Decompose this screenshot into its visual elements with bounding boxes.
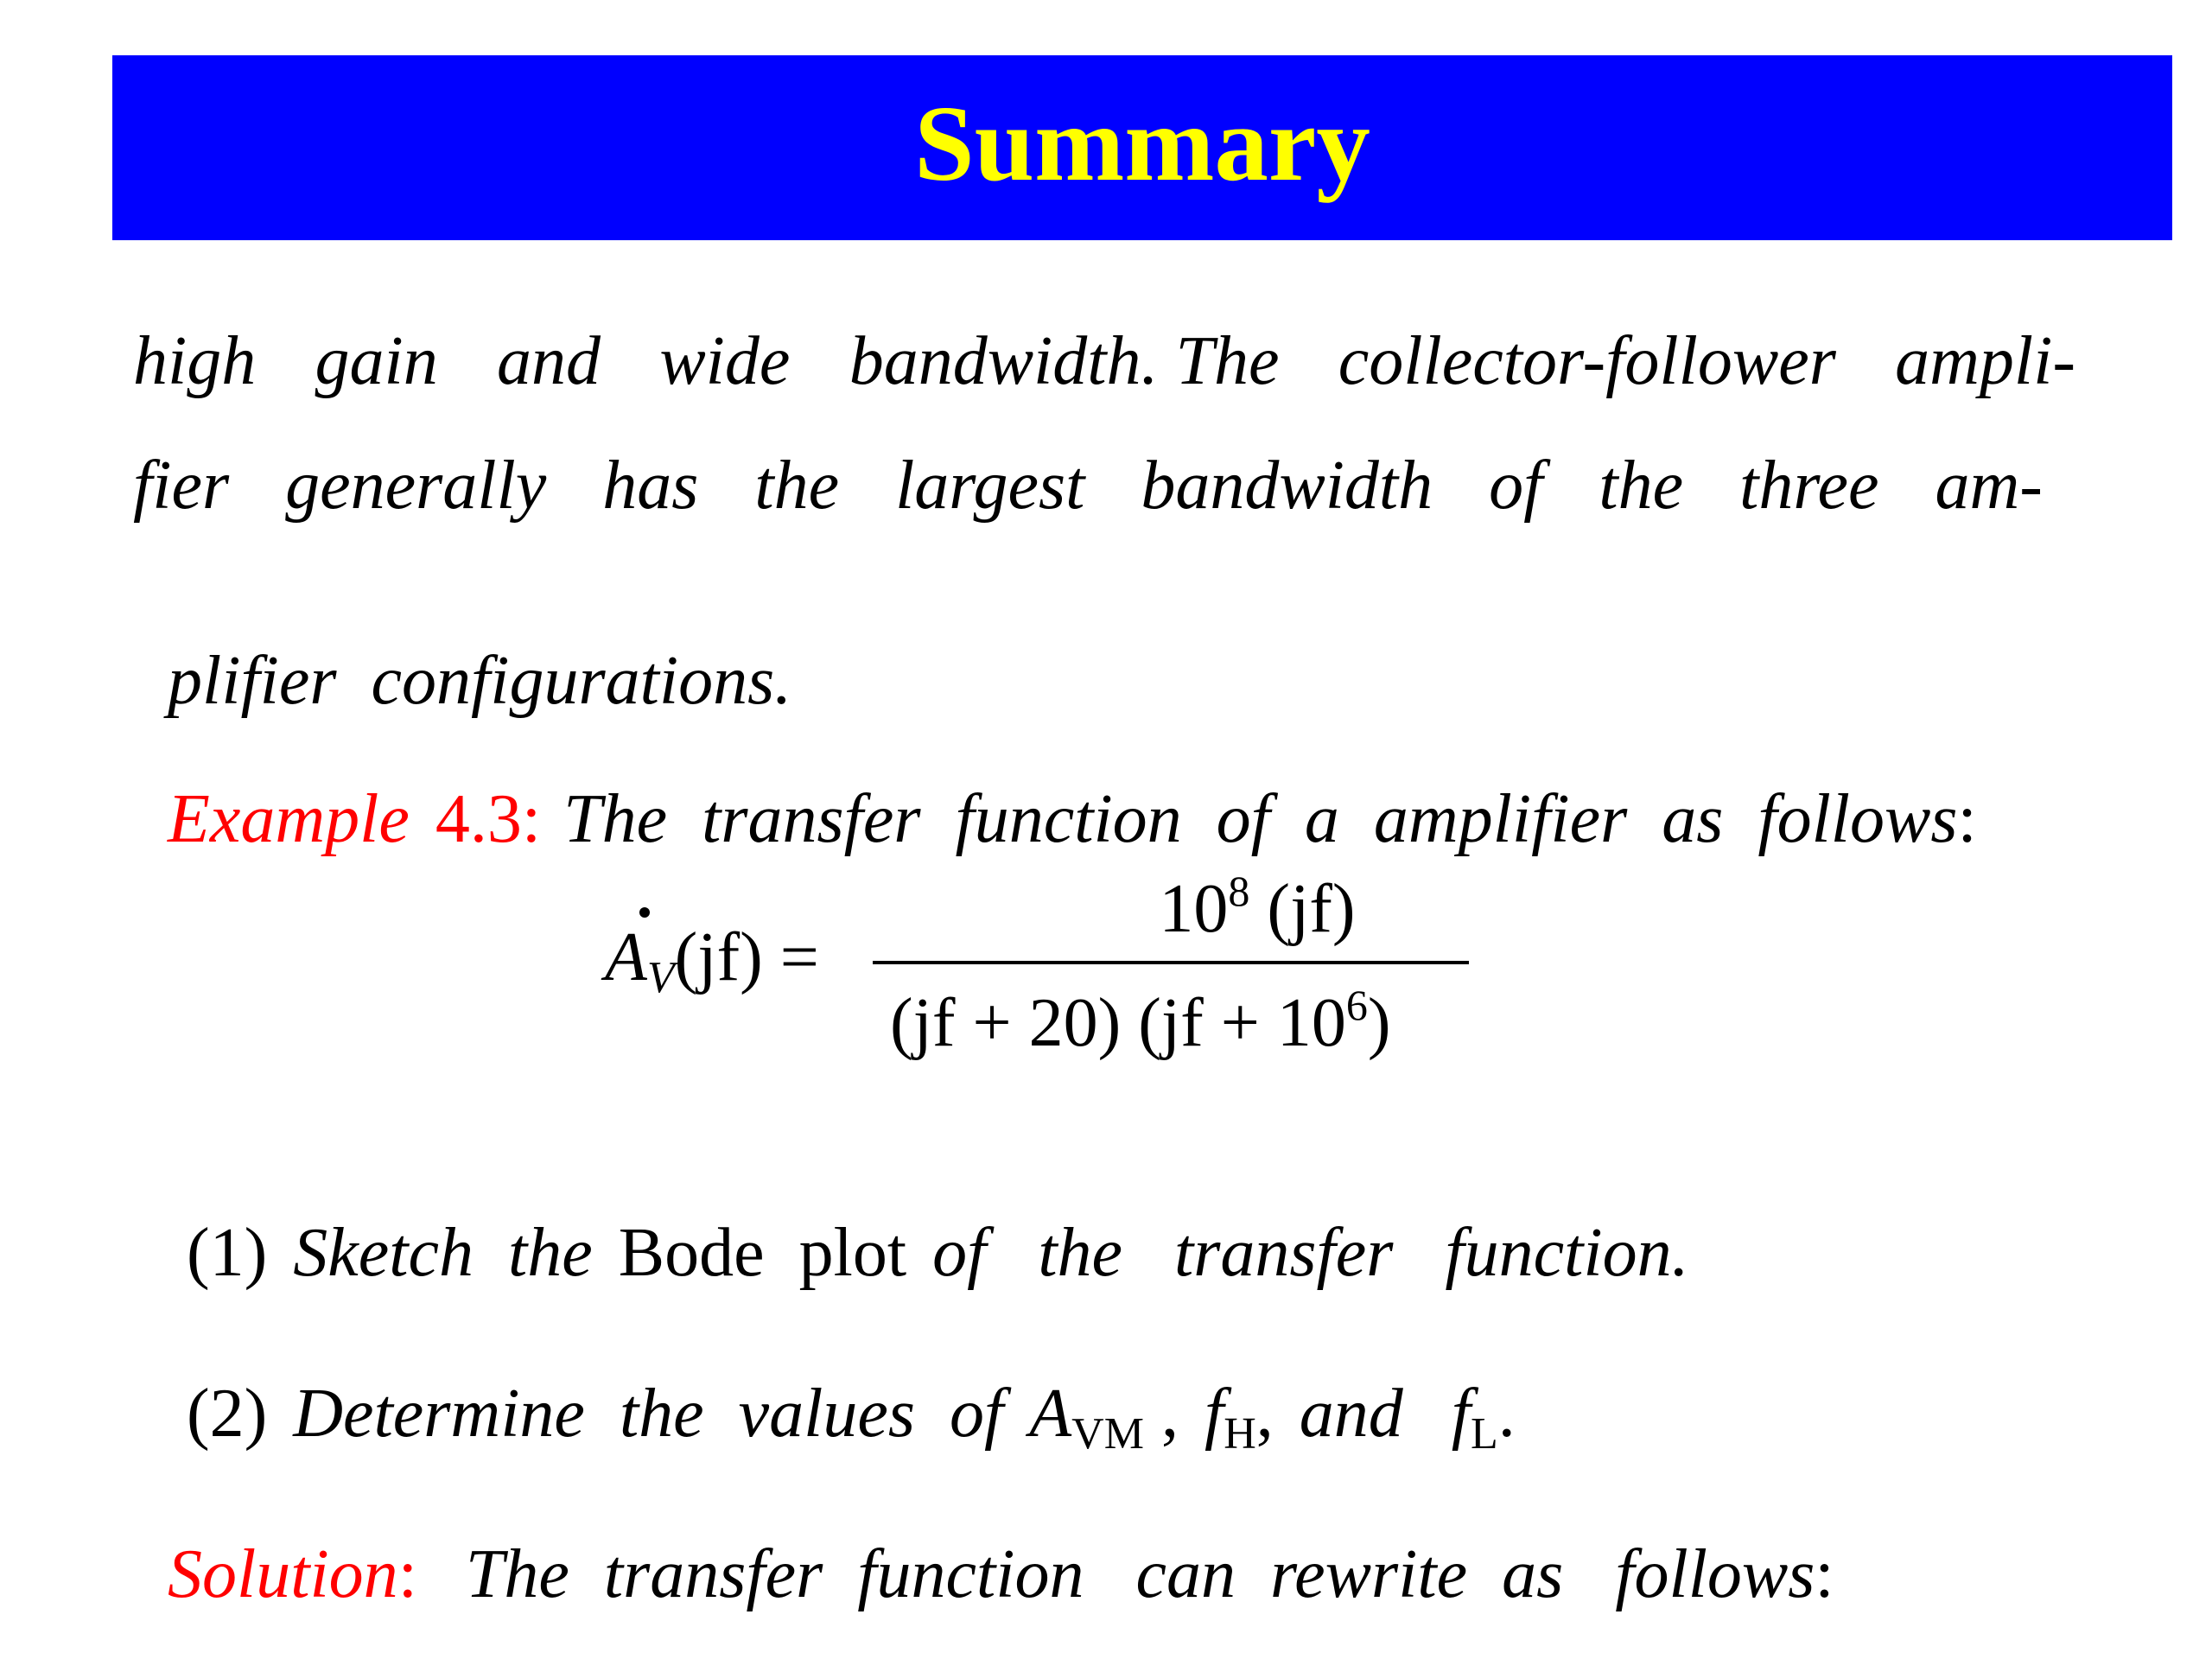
word: of bbox=[1489, 448, 1543, 524]
item-2-f-low-sub: L bbox=[1470, 1409, 1498, 1459]
word: gain bbox=[315, 323, 438, 399]
item-2-f-low: f bbox=[1451, 1376, 1471, 1452]
example-colon: : bbox=[1957, 781, 1977, 857]
item-2-A-sub: VM bbox=[1071, 1409, 1144, 1459]
item-2-and: and bbox=[1299, 1376, 1403, 1452]
item-1-text-b: Bode plot bbox=[618, 1215, 907, 1291]
item-2-number: (2) bbox=[187, 1376, 268, 1452]
word: has bbox=[602, 448, 699, 524]
denominator-main: (jf + 20) (jf + 10 bbox=[890, 985, 1346, 1061]
equation-lhs-arg: (jf) = bbox=[674, 919, 819, 995]
equation-numerator bbox=[1046, 867, 1469, 947]
paragraph-line-1 bbox=[133, 323, 2075, 399]
word: collector-follower bbox=[1338, 323, 1836, 399]
denominator-exponent: 6 bbox=[1345, 981, 1368, 1029]
word: high bbox=[133, 323, 257, 399]
word: wide bbox=[659, 323, 791, 399]
transfer-function-equation bbox=[605, 864, 1469, 1063]
denominator-close: ) bbox=[1367, 985, 1391, 1061]
item-1-text-c: of the transfer function. bbox=[932, 1215, 1689, 1291]
word: bandwidth. The bbox=[849, 323, 1280, 399]
item-2-A: A bbox=[1029, 1376, 1072, 1452]
word: am- bbox=[1935, 448, 2043, 524]
word: largest bbox=[895, 448, 1085, 524]
example-number: 4.3: bbox=[435, 781, 542, 857]
numerator-rest: (jf) bbox=[1249, 871, 1356, 947]
solution-colon: : bbox=[397, 1536, 417, 1612]
equation-A: A bbox=[605, 919, 647, 995]
word: ampli- bbox=[1895, 323, 2075, 399]
numerator-exponent: 8 bbox=[1228, 867, 1250, 915]
word: bandwidth bbox=[1141, 448, 1433, 524]
solution-text: The transfer function can rewrite as follows bbox=[465, 1536, 1815, 1612]
solution-label: Solution bbox=[168, 1536, 398, 1612]
word: the bbox=[1599, 448, 1684, 524]
item-2-f-high-sub: H bbox=[1224, 1409, 1256, 1459]
word: three bbox=[1739, 448, 1879, 524]
item-1-number: (1) bbox=[187, 1215, 268, 1291]
title-banner bbox=[112, 55, 2172, 240]
solution-line bbox=[133, 1471, 1834, 1612]
item-1-text-a: Sketch the bbox=[293, 1215, 593, 1291]
equation-denominator bbox=[890, 981, 1391, 1061]
example-line bbox=[133, 715, 1977, 857]
fraction-bar bbox=[873, 961, 1469, 964]
equation-lhs bbox=[605, 919, 819, 1002]
slide-title: Summary bbox=[914, 84, 1370, 204]
word: generally bbox=[285, 448, 547, 524]
paragraph-text: plifier configurations. bbox=[168, 643, 792, 719]
solution-end-colon: : bbox=[1815, 1536, 1834, 1612]
equation-A-sub: V bbox=[646, 953, 675, 1002]
example-label: Example bbox=[168, 781, 410, 857]
numerator-base: 10 bbox=[1159, 871, 1229, 947]
paragraph-line-3 bbox=[133, 577, 792, 719]
item-2 bbox=[152, 1310, 1516, 1457]
item-2-end: . bbox=[1497, 1376, 1516, 1452]
word: the bbox=[754, 448, 840, 524]
paragraph-line-2 bbox=[133, 448, 2043, 524]
example-text: The transfer function of a amplifier as follows bbox=[563, 781, 1958, 857]
word: fier bbox=[133, 448, 230, 524]
item-1 bbox=[152, 1149, 1689, 1291]
word: and bbox=[497, 323, 601, 399]
item-2-sep-2: , bbox=[1255, 1376, 1274, 1452]
item-2-sep-1: , bbox=[1143, 1376, 1179, 1452]
item-2-text: Determine the values of bbox=[293, 1376, 1004, 1452]
item-2-f-high: f bbox=[1204, 1376, 1224, 1452]
